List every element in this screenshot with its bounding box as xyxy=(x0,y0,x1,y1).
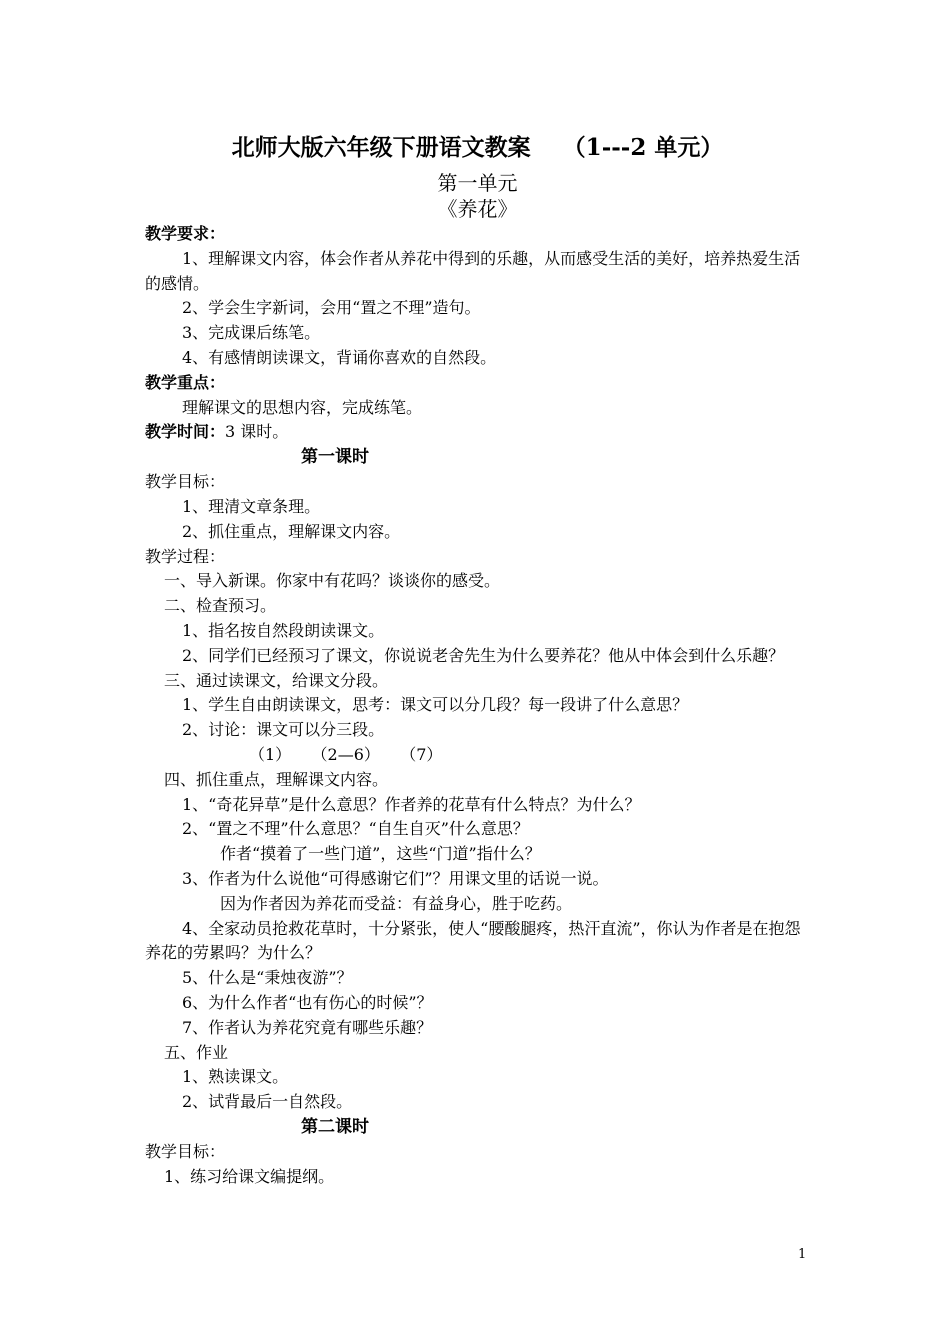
teaching-time-value: 3 课时。 xyxy=(225,422,289,442)
document-page xyxy=(145,128,810,1189)
teaching-time xyxy=(145,420,810,445)
step-5-item-2: 2、试背最后一自然段。 xyxy=(182,1092,353,1112)
period-1-goal-1: 1、理清文章条理。 xyxy=(182,496,321,516)
step-2-item-2: 2、同学们已经预习了课文，你说说老舍先生为什么要养花？他从中体会到什么乐趣？ xyxy=(182,645,785,665)
period-1-goal-label: 教学目标： xyxy=(145,472,226,492)
lesson-title: 《养花》 xyxy=(437,197,518,221)
unit-title: 第一单元 xyxy=(437,171,518,195)
step-3-item-2: 2、讨论：课文可以分三段。 xyxy=(182,720,385,740)
teaching-time-label: 教学时间： xyxy=(145,422,226,442)
key-points-label: 教学重点： xyxy=(145,372,226,392)
step-4: 四、抓住重点，理解课文内容。 xyxy=(164,769,389,789)
step-1: 一、导入新课。你家中有花吗？谈谈你的感受。 xyxy=(164,571,501,591)
step-4-question-2: 2、“置之不理”什么意思？“自生自灭”什么意思？ xyxy=(182,819,529,839)
period-1-heading: 第一课时 xyxy=(301,447,369,468)
step-2: 二、检查预习。 xyxy=(164,596,277,616)
step-4-question-6: 6、为什么作者“也有伤心的时候”？ xyxy=(182,992,433,1012)
step-4-question-2-followup: 作者“摸着了一些门道”，这些“门道”指什么？ xyxy=(220,844,541,864)
step-4-question-3: 3、作者为什么说他“可得感谢它们”？用课文里的话说一说。 xyxy=(182,868,609,888)
step-3-item-1: 1、学生自由朗读课文，思考：课文可以分几段？每一段讲了什么意思？ xyxy=(182,695,689,715)
period-2-goal-1: 1、练习给课文编提纲。 xyxy=(164,1166,335,1186)
period-1-process-label: 教学过程： xyxy=(145,546,226,566)
period-2-heading: 第二课时 xyxy=(301,1116,369,1137)
step-5: 五、作业 xyxy=(164,1042,229,1062)
requirement-item-2: 2、学会生字新词，会用“置之不理”造句。 xyxy=(182,298,481,318)
step-5-item-1: 1、熟读课文。 xyxy=(182,1067,289,1087)
requirement-item-3: 3、完成课后练笔。 xyxy=(182,323,321,343)
step-3: 三、通过读课文，给课文分段。 xyxy=(164,670,389,690)
step-4-question-1: 1、“奇花异草”是什么意思？作者养的花草有什么特点？为什么？ xyxy=(182,794,641,814)
key-points-text: 理解课文的思想内容，完成练笔。 xyxy=(182,397,423,417)
step-4-question-7: 7、作者认为养花究竟有哪些乐趣？ xyxy=(182,1017,433,1037)
requirement-item-1: 1、理解课文内容，体会作者从养花中得到的乐趣，从而感受生活的美好，培养热爱生活的感情。 xyxy=(145,248,801,293)
page-number: 1 xyxy=(798,1247,807,1262)
step-4-question-5: 5、什么是“秉烛夜游”？ xyxy=(182,968,353,988)
period-2-goal-label: 教学目标： xyxy=(145,1141,226,1161)
requirement-item-4: 4、有感情朗读课文，背诵你喜欢的自然段。 xyxy=(182,347,497,367)
period-1-goal-2: 2、抓住重点，理解课文内容。 xyxy=(182,521,401,541)
step-4-question-3-answer: 因为作者因为养花而受益：有益身心，胜于吃药。 xyxy=(220,893,573,913)
step-3-parts: （1） （2—6） （7） xyxy=(249,744,443,764)
step-4-question-4: 4、全家动员抢救花草时，十分紧张，使人“腰酸腿疼，热汗直流”，你认为作者是在抱怨养花的劳累吗？为什么？ xyxy=(145,918,801,963)
requirements-label: 教学要求： xyxy=(145,224,226,243)
step-2-item-1: 1、指名按自然段朗读课文。 xyxy=(182,620,385,640)
document-title: 北师大版六年级下册语文教案 （1---2 单元） xyxy=(231,134,724,161)
